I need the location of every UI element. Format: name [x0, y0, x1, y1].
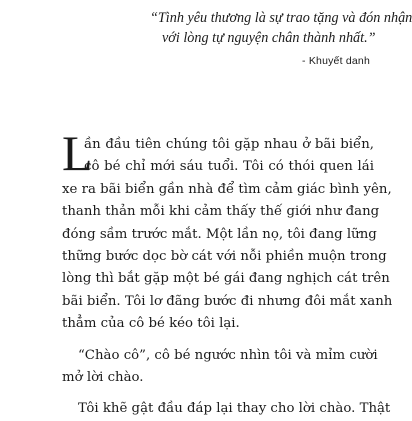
paragraph-line: đóng sầm trước mắt. Một lần nọ, tôi đang lững	[62, 226, 377, 242]
paragraph-line: xe ra bãi biển gần nhà để tìm cảm giác bình yên,	[62, 181, 392, 197]
paragraph-line: Tôi khẽ gật đầu đáp lại thay cho lời chào. Thật	[78, 401, 391, 417]
paragraph-line: lòng thì bắt gặp một bé gái đang nghịch cát trên	[62, 271, 390, 287]
epigraph-quote	[150, 8, 412, 48]
epigraph-line-2: với lòng tự nguyện chân thành nhất.”	[162, 30, 376, 46]
paragraph-line: thững bước dọc bờ cát với nỗi phiền muộn trong	[62, 249, 387, 265]
paragraph-line: “Chào cô”, cô bé ngước nhìn tôi và mỉm cười	[78, 347, 378, 363]
story-body	[62, 134, 393, 421]
drop-cap-letter: L	[62, 125, 93, 181]
paragraph-line: bãi biển. Tôi lơ đãng bước đi nhưng đôi mắt xanh	[62, 293, 393, 309]
epigraph-line-1: “Tình yêu thương là sự trao tặng và đón nhận	[150, 10, 412, 26]
paragraph-line: mở lời chào.	[62, 370, 144, 386]
paragraph-line: ần đầu tiên chúng tôi gặp nhau ở bãi biển,	[84, 137, 374, 152]
paragraph-line: thanh thản mỗi khi cảm thấy thế giới như đang	[62, 204, 380, 220]
paragraph-line: thẳm của cô bé kéo tôi lại.	[62, 316, 240, 332]
epigraph-attribution: - Khuyết danh	[302, 55, 370, 67]
paragraph-line: cô bé chỉ mới sáu tuổi. Tôi có thói quen lái	[84, 159, 374, 175]
